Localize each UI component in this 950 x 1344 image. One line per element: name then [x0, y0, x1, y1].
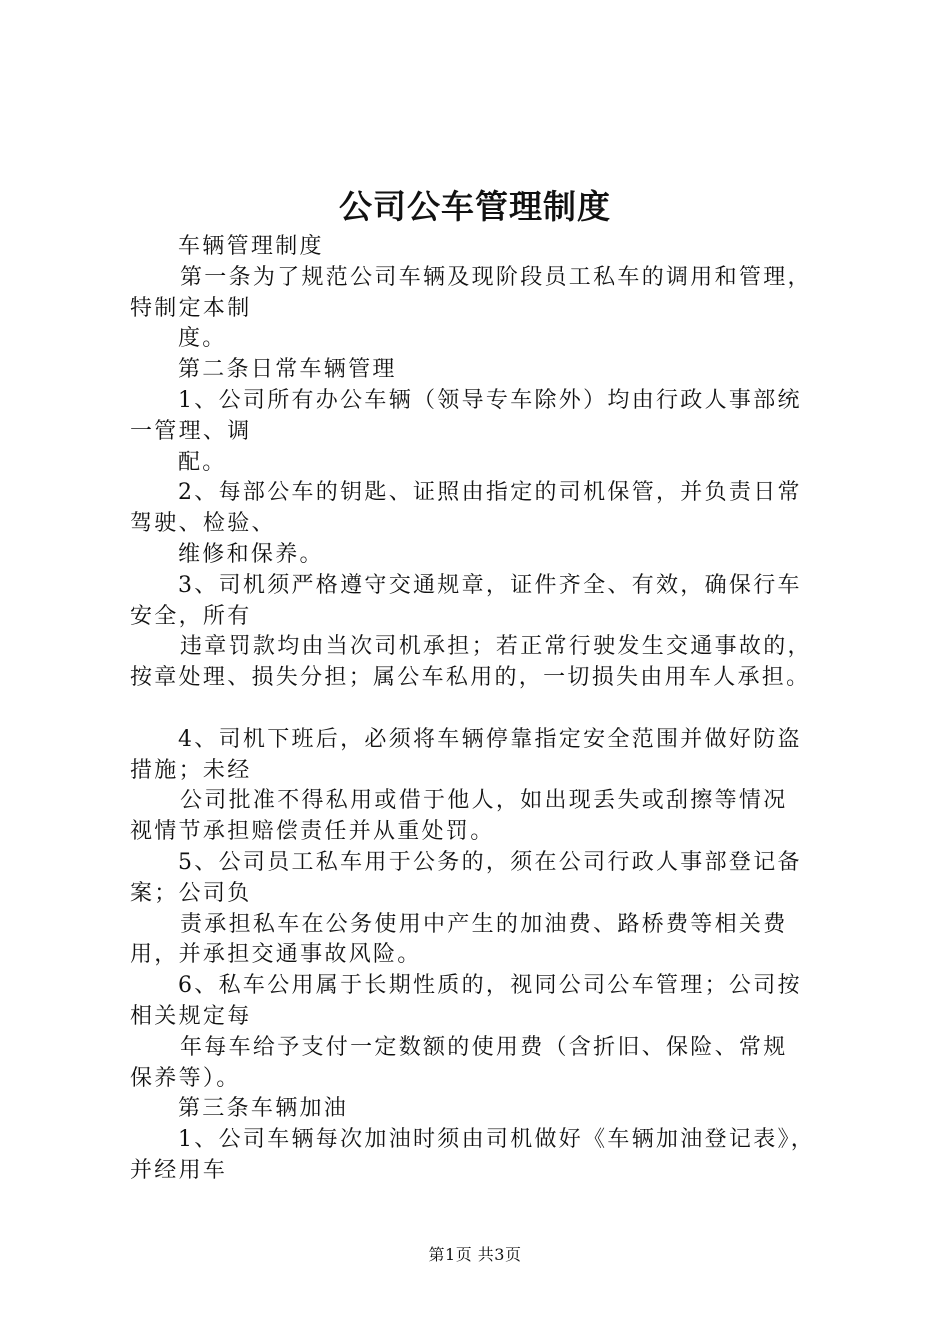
page-footer: 第1页 共3页: [428, 1245, 522, 1264]
text-line: 6、私车公用属于长期性质的，视同公司公车管理；公司按: [178, 973, 802, 999]
text-line: 视情节承担赔偿责任并从重处罚。: [130, 819, 495, 845]
text-line: 驾驶、检验、: [130, 511, 276, 537]
text-line: 3、司机须严格遵守交通规章，证件齐全、有效，确保行车: [178, 572, 802, 598]
text-line: 年每车给予支付一定数额的使用费（含折旧、保险、常规: [180, 1034, 788, 1060]
text-line: 相关规定每: [130, 1003, 252, 1029]
text-line: 公司批准不得私用或借于他人，如出现丢失或刮擦等情况: [180, 788, 788, 814]
text-line: 特制定本制: [130, 295, 252, 321]
document-body: [130, 232, 850, 1187]
text-line: 4、司机下班后，必须将车辆停靠指定安全范围并做好防盗: [178, 726, 802, 752]
text-line: 维修和保养。: [178, 541, 324, 567]
text-line: 1、公司车辆每次加油时须由司机做好《车辆加油登记表》，: [178, 1127, 816, 1153]
text-line: 1、公司所有办公车辆（领导专车除外）均由行政人事部统: [178, 387, 802, 413]
text-line: 车辆管理制度: [178, 234, 324, 259]
text-line: 2、每部公车的钥匙、证照由指定的司机保管，并负责日常: [178, 480, 802, 506]
text-line: 一管理、调: [130, 418, 252, 444]
text-line: 并经用车: [130, 1157, 228, 1183]
text-line: 安全，所有: [130, 603, 252, 629]
text-line: 用，并承担交通事故风险。: [130, 942, 422, 968]
text-line: 责承担私车在公务使用中产生的加油费、路桥费等相关费: [180, 911, 788, 937]
blank-line: [130, 694, 850, 725]
text-line: 5、公司员工私车用于公务的，须在公司行政人事部登记备: [178, 849, 802, 875]
text-line: 措施；未经: [130, 757, 252, 783]
text-line: 第一条为了规范公司车辆及现阶段员工私车的调用和管理，: [180, 264, 812, 290]
text-line: 按章处理、损失分担；属公车私用的，一切损失由用车人承担。: [130, 665, 811, 691]
text-line: 违章罚款均由当次司机承担；若正常行驶发生交通事故的，: [180, 634, 812, 660]
text-line: 保养等）。: [130, 1065, 241, 1091]
text-line: 度。: [178, 326, 227, 352]
text-line: 第二条日常车辆管理: [178, 357, 397, 383]
text-line: 配。: [178, 449, 227, 475]
document-title: 公司公车管理制度: [339, 187, 611, 226]
text-line: 第三条车辆加油: [178, 1096, 349, 1122]
text-line: 案；公司负: [130, 880, 252, 906]
